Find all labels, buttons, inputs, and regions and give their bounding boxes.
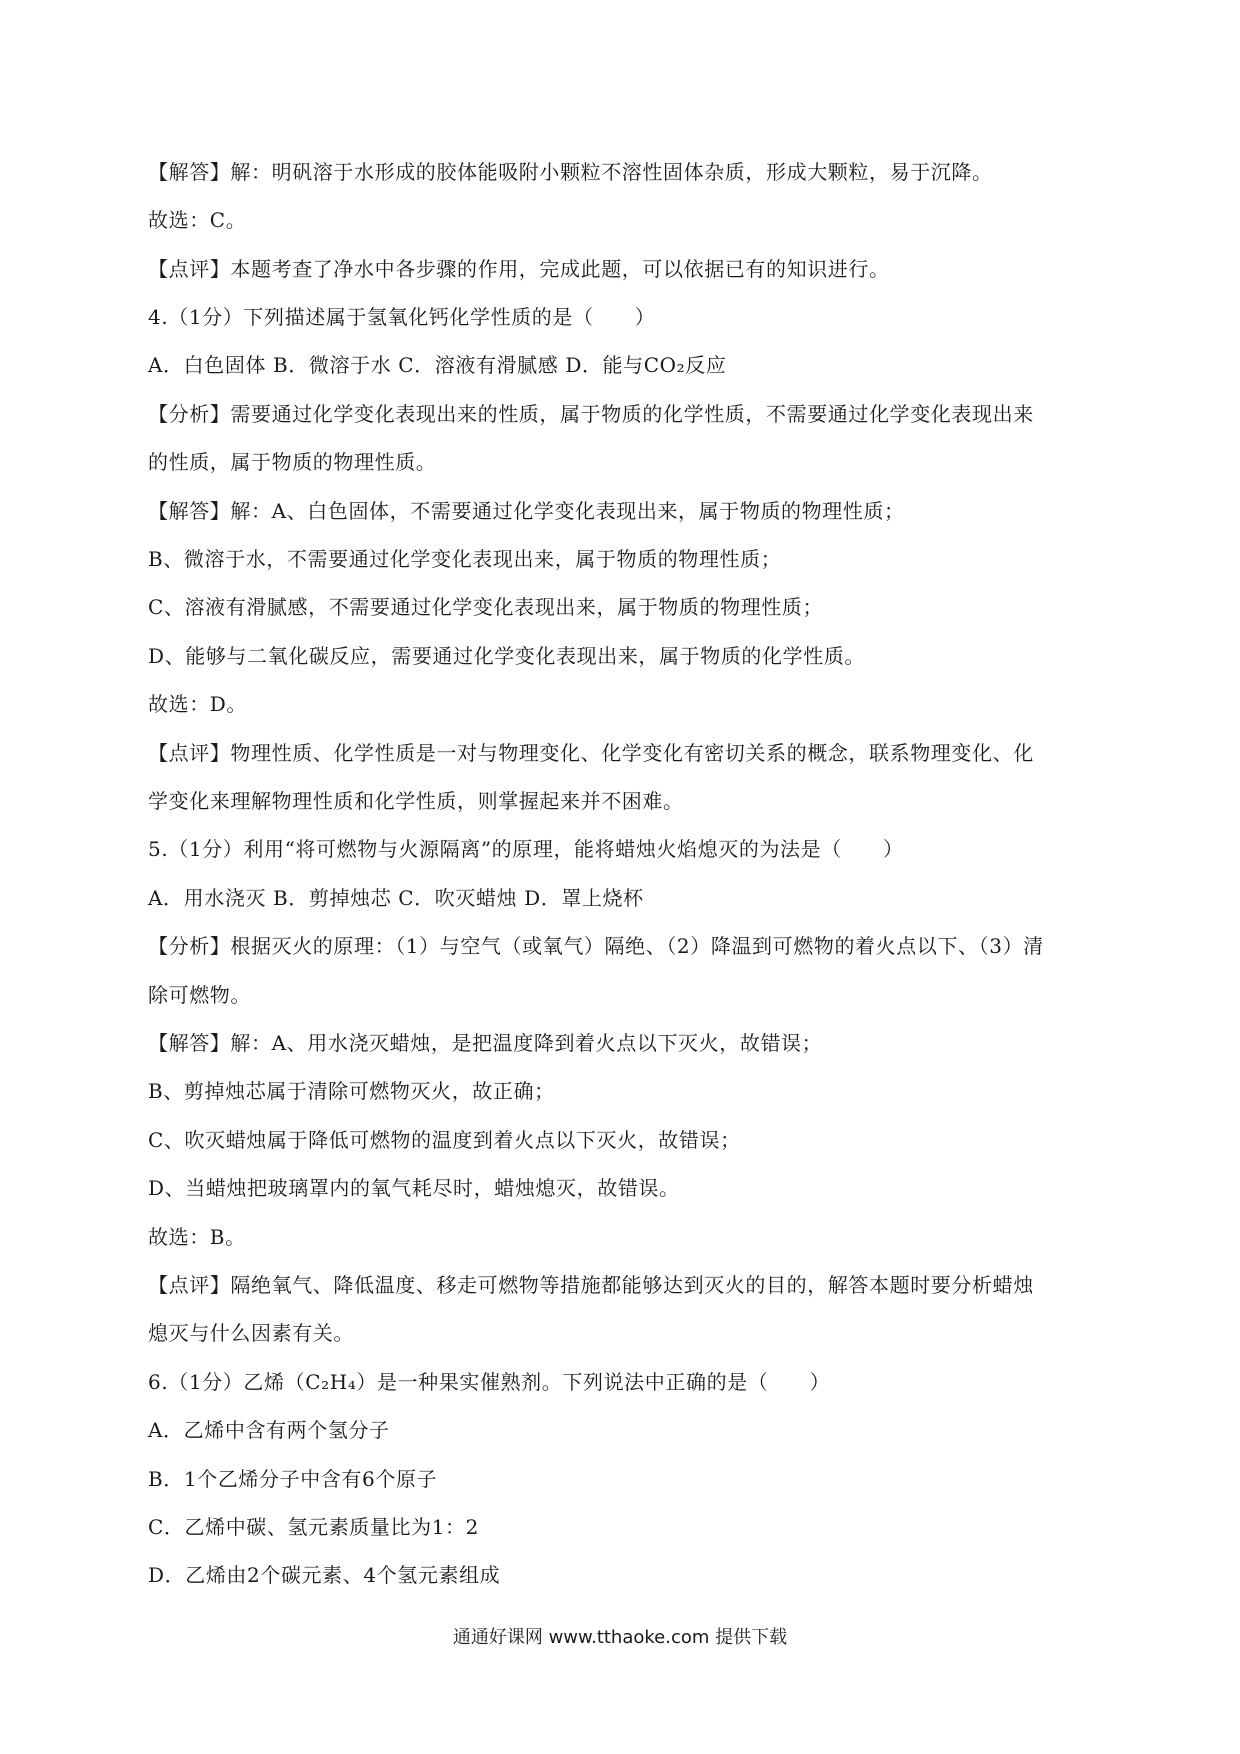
answer-line: 【解答】解：A、白色固体，不需要通过化学变化表现出来，属于物质的物理性质； (148, 499, 905, 523)
comment-line-continued: 熄灭与什么因素有关。 (148, 1321, 354, 1345)
page-footer: 通通好课网 www.tthaoke.com 提供下载 (452, 1627, 788, 1648)
answer-option-c: C、吹灭蜡烛属于降低可燃物的温度到着火点以下灭火，故错误； (148, 1128, 741, 1152)
comment-line-continued: 学变化来理解物理性质和化学性质，则掌握起来并不困难。 (148, 789, 684, 813)
analysis-line-continued: 除可燃物。 (148, 983, 251, 1007)
analysis-line-continued: 的性质，属于物质的物理性质。 (148, 450, 437, 474)
question-6-stem: 6.（1分）乙烯（C₂H₄）是一种果实催熟剂。下列说法中正确的是（ ） (148, 1370, 831, 1394)
question-6-option-d: D．乙烯由2个碳元素、4个氢元素组成 (148, 1563, 501, 1587)
question-6-option-a: A．乙烯中含有两个氢分子 (148, 1418, 390, 1442)
analysis-line: 【分析】根据灭火的原理：（1）与空气（或氧气）隔绝、（2）降温到可燃物的着火点以下、（3）清 (148, 934, 1044, 958)
answer-option-c: C、溶液有滑腻感，不需要通过化学变化表现出来，属于物质的物理性质； (148, 595, 824, 619)
comment-line: 【点评】本题考查了净水中各步骤的作用，完成此题，可以依据已有的知识进行。 (148, 257, 890, 281)
answer-line: 【解答】解：A、用水浇灭蜡烛，是把温度降到着火点以下灭火，故错误； (148, 1031, 823, 1055)
question-6-option-b: B．1个乙烯分子中含有6个原子 (148, 1467, 438, 1491)
answer-line: 【解答】解：明矾溶于水形成的胶体能吸附小颗粒不溶性固体杂质，形成大颗粒，易于沉降。 (148, 160, 993, 184)
question-4-stem: 4.（1分）下列描述属于氢氧化钙化学性质的是（ ） (148, 305, 656, 329)
analysis-line: 【分析】需要通过化学变化表现出来的性质，属于物质的化学性质，不需要通过化学变化表现出来 (148, 402, 1034, 426)
question-5-options: A．用水浇灭 B．剪掉烛芯 C．吹灭蜡烛 D．罩上烧杯 (148, 886, 644, 910)
answer-option-d: D、能够与二氧化碳反应，需要通过化学变化表现出来，属于物质的化学性质。 (148, 644, 866, 668)
question-5-stem: 5.（1分）利用“将可燃物与火源隔离”的原理，能将蜡烛火焰熄灭的为法是（ ） (148, 837, 904, 861)
choice-result-line: 故选：D。 (148, 692, 248, 716)
comment-line: 【点评】隔绝氧气、降低温度、移走可燃物等措施都能够达到灭火的目的，解答本题时要分析蜡烛 (148, 1273, 1034, 1297)
question-4-options: A．白色固体 B．微溶于水 C．溶液有滑腻感 D．能与CO₂反应 (148, 353, 727, 377)
question-6-option-c: C．乙烯中碳、氢元素质量比为1：2 (148, 1515, 479, 1539)
answer-option-d: D、当蜡烛把玻璃罩内的氧气耗尽时，蜡烛熄灭，故错误。 (148, 1176, 680, 1200)
answer-option-b: B、微溶于水，不需要通过化学变化表现出来，属于物质的物理性质； (148, 547, 782, 571)
choice-result-line: 故选：C。 (148, 208, 247, 232)
answer-option-b: B、剪掉烛芯属于清除可燃物灭火，故正确； (148, 1079, 555, 1103)
choice-result-line: 故选：B。 (148, 1225, 246, 1249)
comment-line: 【点评】物理性质、化学性质是一对与物理变化、化学变化有密切关系的概念，联系物理变化、化 (148, 741, 1034, 765)
